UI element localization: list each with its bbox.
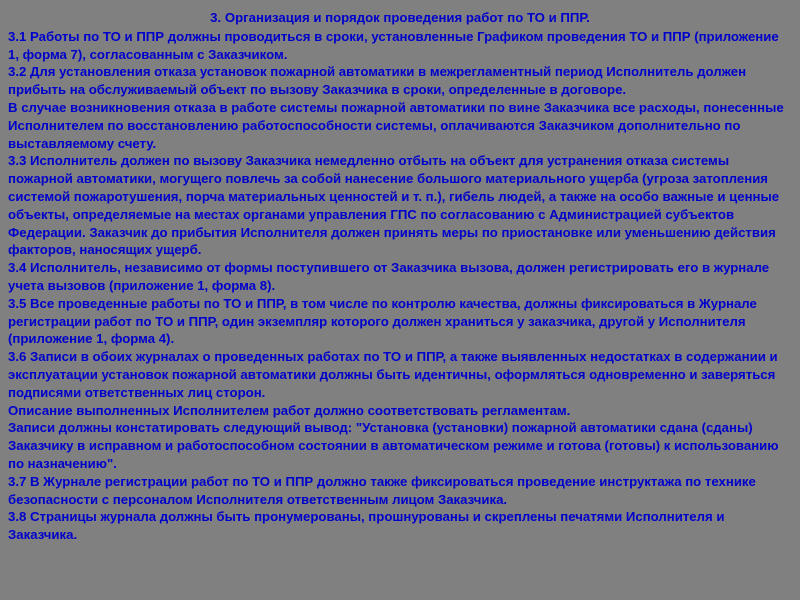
paragraph-3-7: 3.7 В Журнале регистрации работ по ТО и ППР должно также фиксироваться проведение инструктажа по технике безопасности с персоналом Исполнителя ответственным лицом Заказчика. — [8, 473, 756, 507]
paragraph-3-8: 3.8 Страницы журнала должны быть пронумерованы, прошнурованы и скреплены печатями Исполнителя и Заказчика. — [8, 509, 725, 543]
paragraph-3-6: 3.6 Записи в обоих журналах о проведенных работах по ТО и ППР, а также выявленных недостатках в содержании и эксплуатации установок пожарной автоматики должны быть идентичны, оформляться одновременно и заверяться подписями ответственных лиц сторон. — [8, 349, 778, 400]
paragraph-3-1: 3.1 Работы по ТО и ППР должны проводиться в сроки, установленные Графиком проведения ТО и ППР (приложение 1, форма 7), согласованным с Заказчиком. — [8, 28, 779, 62]
paragraph-3-3: 3.3 Исполнитель должен по вызову Заказчика немедленно отбыть на объект для устранения отказа системы пожарной автоматики, могущего повлечь за собой нанесение большого материального ущерба (угроза затопления системой пожаротушения, порча материальных ценностей и т. п.), гибель людей, а также на особо важные и ценные объекты, определяемые на местах органами управления ГПС по согласованию с Администрацией субъектов Федерации. Заказчик до прибытия Исполнителя должен принять меры по приостановке или уменьшению действия факторов, наносящих ущерб. — [8, 153, 780, 258]
paragraph-3-2: 3.2 Для установления отказа установок пожарной автоматики в межрегламентный период Исполнитель должен прибыть на обслуживаемый объект по вызову Заказчика в сроки, определенные в договоре. — [8, 64, 747, 98]
paragraph-3-4: 3.4 Исполнитель, независимо от формы поступившего от Заказчика вызова, должен регистрировать его в журнале учета вызовов (приложение 1, форма 8). — [8, 260, 770, 293]
paragraph-3-5: 3.5 Все проведенные работы по ТО и ППР, в том числе по контролю качества, должны фиксироваться в Журнале регистрации работ по ТО и ППР, один экземпляр которого должен храниться у заказчика, другой у Исполнителя (приложение 1, форма 4). — [8, 295, 757, 347]
paragraph-3-6-conclusion: Записи должны констатировать следующий вывод: "Установка (установки) пожарной автоматики сдана (сданы) Заказчику в исправном и работоспособном состоянии в автоматическом режиме и готова (готовы) к использованию по назначению". — [8, 420, 779, 471]
slide-title: 3. Организация и порядок проведения работ по ТО и ППР. — [210, 10, 590, 25]
paragraph-3-2-note: В случае возникновения отказа в работе системы пожарной автоматики по вине Заказчика все расходы, понесенные Исполнителем по восстановлению работоспособности системы, оплачиваются Заказчиком дополнительно по выставляемому счету. — [8, 99, 784, 151]
paragraph-3-6-description: Описание выполненных Исполнителем работ должно соответствовать регламентам. — [8, 402, 571, 418]
